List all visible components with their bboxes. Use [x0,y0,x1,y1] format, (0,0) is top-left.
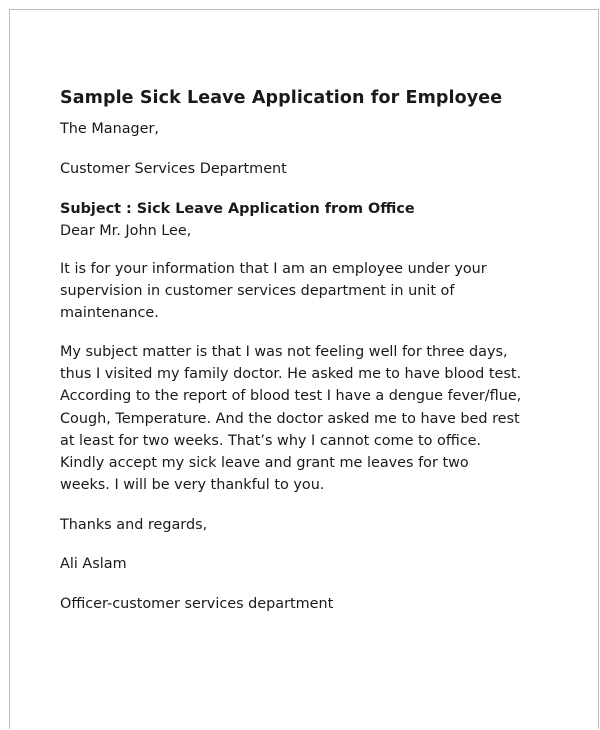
sender-name: Ali Aslam [60,556,127,572]
document-title: Sample Sick Leave Application for Employee [60,88,503,108]
paragraph-line: maintenance. [60,305,159,322]
subject-line: Subject : Sick Leave Application from Office [60,201,415,217]
paragraph-line: thus I visited my family doctor. He asked me to have blood test. [60,366,522,383]
recipient-line: The Manager, [60,121,159,137]
paragraph-line: According to the report of blood test I have a dengue fever/flue, [60,388,522,405]
department-line: Customer Services Department [60,161,287,177]
document-page [9,9,599,729]
sender-title: Officer-customer services department [60,596,334,612]
paragraph-line: My subject matter is that I was not feeling well for three days, [60,344,508,360]
paragraph-line: weeks. I will be very thankful to you. [60,477,325,494]
salutation-line: Dear Mr. John Lee, [60,223,192,239]
paragraph-line: Kindly accept my sick leave and grant me leaves for two [60,455,469,472]
paragraph-line: Cough, Temperature. And the doctor asked me to have bed rest [60,410,520,427]
closing-line: Thanks and regards, [60,517,208,533]
paragraph-line: supervision in customer services department in unit of [60,283,455,300]
paragraph-line: at least for two weeks. That’s why I cannot come to office. [60,432,482,449]
paragraph-line: It is for your information that I am an employee under your [60,261,487,277]
paragraph-intro [60,258,487,325]
paragraph-details [60,341,521,496]
